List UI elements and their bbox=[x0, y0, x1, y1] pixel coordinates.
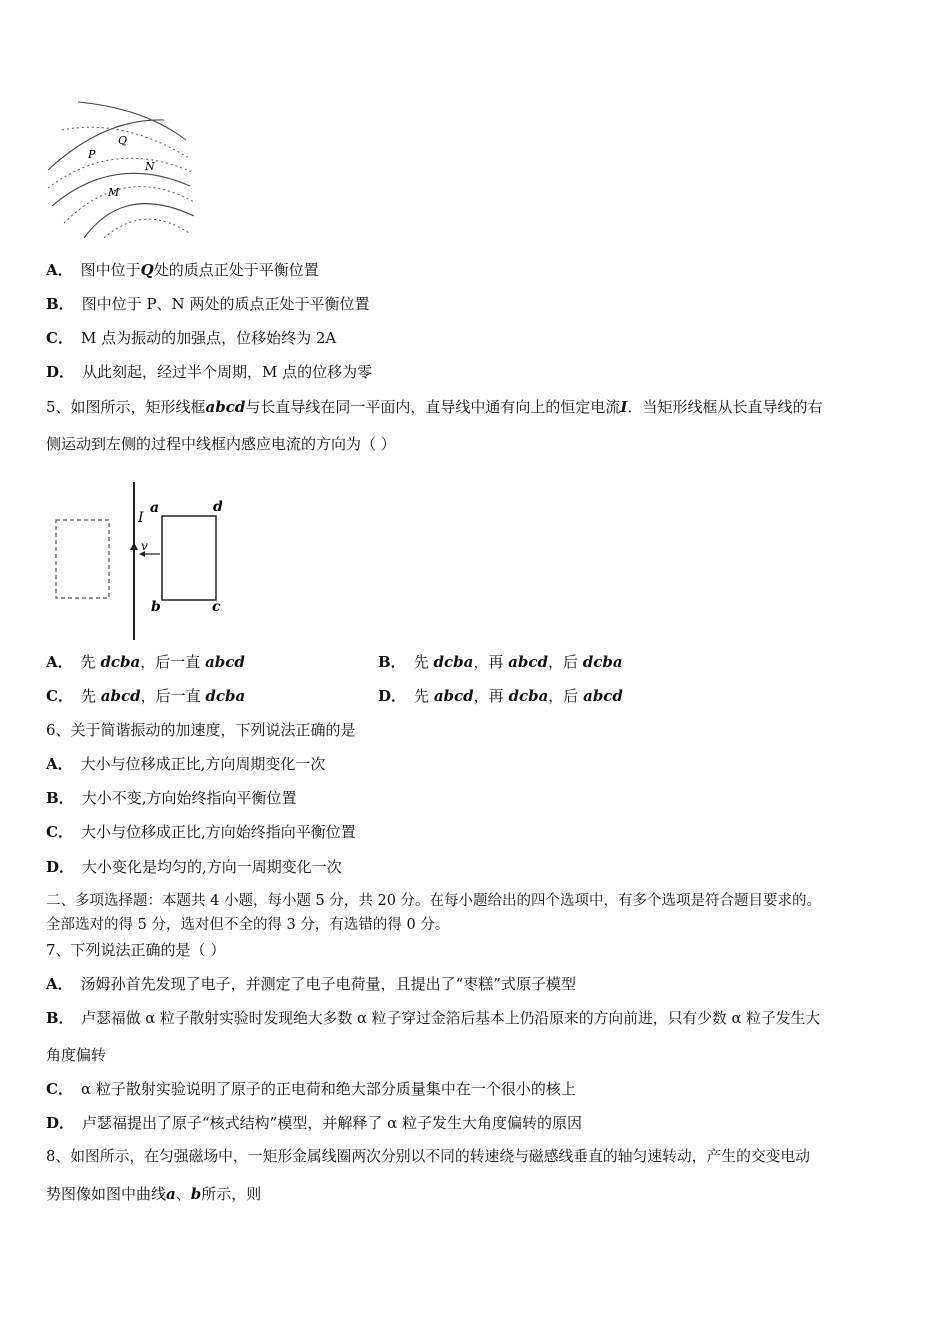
option-label: A． bbox=[46, 261, 73, 279]
stem-text: 势图像如图中曲线 bbox=[46, 1185, 167, 1203]
current-arrow-up bbox=[130, 542, 138, 550]
q7-option-c[interactable] bbox=[46, 1079, 576, 1099]
option-text: 先 bbox=[413, 653, 429, 671]
option-text: 大小与位移成正比,方向周期变化一次 bbox=[80, 755, 326, 773]
label-current-i: I bbox=[138, 510, 144, 526]
option-var: dcba bbox=[100, 653, 141, 671]
stem-var: b bbox=[190, 1185, 202, 1203]
option-var: dcba bbox=[582, 653, 623, 671]
q6-option-d[interactable] bbox=[46, 857, 342, 877]
option-text: M 点为振动的加强点，位移始终为 2A bbox=[80, 329, 337, 347]
label-n: N bbox=[145, 160, 155, 173]
q5-stem-line1 bbox=[46, 397, 822, 417]
option-label: C． bbox=[46, 1080, 73, 1098]
option-text: ，后一直 bbox=[140, 653, 201, 671]
q8-stem-line1: 8、如图所示，在匀强磁场中，一矩形金属线圈两次分别以不同的转速绕与磁感线垂直的轴匀速转动，产生的交变电动 bbox=[46, 1148, 811, 1165]
q7-stem: 7、下列说法正确的是（ ） bbox=[46, 941, 226, 959]
option-label: C． bbox=[46, 687, 73, 705]
stem-var: a bbox=[166, 1185, 176, 1203]
option-text: 大小与位移成正比,方向始终指向平衡位置 bbox=[80, 823, 356, 841]
q5-option-b[interactable] bbox=[378, 652, 623, 672]
q4-option-c[interactable] bbox=[46, 328, 336, 348]
solid-wavefront-3 bbox=[52, 173, 190, 206]
option-text: 处的质点正处于平衡位置 bbox=[153, 261, 319, 279]
option-text: 从此刻起，经过半个周期，M 点的位移为零 bbox=[82, 363, 373, 381]
option-var: abcd bbox=[205, 653, 245, 671]
label-velocity-v: v bbox=[141, 539, 148, 553]
option-label: B． bbox=[46, 789, 74, 807]
option-text: 图中位于 P、N 两处的质点正处于平衡位置 bbox=[81, 295, 370, 313]
q4-option-b[interactable] bbox=[46, 294, 369, 314]
q4-option-a[interactable] bbox=[46, 260, 319, 280]
option-text: 大小不变,方向始终指向平衡位置 bbox=[81, 789, 297, 807]
q5-stem-line2: 侧运动到左侧的过程中线框内感应电流的方向为（ ） bbox=[46, 435, 396, 453]
option-text: 汤姆孙首先发现了电子，并测定了电子电荷量，且提出了“枣糕”式原子模型 bbox=[80, 975, 576, 993]
label-b: b bbox=[151, 599, 161, 615]
dashed-wavefront-2 bbox=[48, 158, 192, 188]
option-text: 先 bbox=[414, 687, 430, 705]
option-text: 卢瑟福提出了原子“核式结构”模型，并解释了 α 粒子发生大角度偏转的原因 bbox=[82, 1114, 583, 1132]
q6-option-c[interactable] bbox=[46, 822, 356, 842]
stem-text: 5、如图所示，矩形线框 bbox=[46, 398, 206, 416]
stem-text: 、 bbox=[175, 1185, 191, 1203]
q6-option-b[interactable] bbox=[46, 788, 296, 808]
dashed-wavefront-3 bbox=[64, 187, 194, 223]
option-text: 大小变化是均匀的,方向一周期变化一次 bbox=[82, 858, 342, 876]
stem-var: I bbox=[620, 398, 628, 416]
stem-text: 所示，则 bbox=[201, 1185, 262, 1203]
q4-option-d[interactable] bbox=[46, 362, 372, 382]
option-label: D． bbox=[378, 687, 407, 705]
wave-interference-diagram bbox=[44, 98, 194, 240]
stem-text: ．当矩形线框从长直导线的右 bbox=[627, 398, 823, 416]
wire-loop-figure bbox=[50, 480, 230, 642]
wave-interference-figure bbox=[44, 98, 194, 240]
stem-text: 与长直导线在同一平面内，直导线中通有向上的恒定电流 bbox=[245, 398, 621, 416]
solid-wavefront-4 bbox=[84, 204, 194, 238]
option-text: α 粒子散射实验说明了原子的正电荷和绝大部分质量集中在一个很小的核上 bbox=[80, 1080, 576, 1098]
q7-option-d[interactable] bbox=[46, 1113, 582, 1133]
section2-instructions-line2: 全部选对的得 5 分，选对但不全的得 3 分，有选错的得 0 分。 bbox=[46, 917, 450, 933]
option-text: 先 bbox=[80, 687, 96, 705]
q5-option-a[interactable] bbox=[46, 652, 245, 672]
option-label: D． bbox=[46, 363, 75, 381]
option-text: 图中位于 bbox=[80, 261, 141, 279]
q7-option-a[interactable] bbox=[46, 974, 576, 994]
option-label: A． bbox=[46, 755, 73, 773]
option-label: B． bbox=[46, 1010, 74, 1027]
option-var: abcd bbox=[508, 653, 548, 671]
option-var: Q bbox=[140, 261, 154, 279]
label-m: M bbox=[108, 186, 120, 199]
q7-option-b-continued: 角度偏转 bbox=[46, 1046, 107, 1064]
label-c: c bbox=[212, 599, 221, 615]
stem-var: abcd bbox=[205, 398, 246, 416]
option-text: ，后 bbox=[548, 687, 579, 705]
rectangular-loop-abcd bbox=[162, 516, 216, 600]
option-var: dcba bbox=[205, 687, 246, 705]
option-var: abcd bbox=[100, 687, 141, 705]
option-label: A． bbox=[46, 975, 73, 993]
label-d: d bbox=[213, 499, 223, 515]
option-label: A． bbox=[46, 653, 73, 671]
option-text: ，再 bbox=[473, 653, 504, 671]
option-text: ，再 bbox=[473, 687, 504, 705]
option-text: 卢瑟福做 α 粒子散射实验时发现绝大多数 α 粒子穿过金箔后基本上仍沿原来的方向前进，只有少数 α 粒子发生大 bbox=[81, 1010, 821, 1027]
option-text: ，后一直 bbox=[140, 687, 201, 705]
label-q: Q bbox=[118, 134, 128, 147]
q8-stem-line2 bbox=[46, 1184, 261, 1204]
option-label: C． bbox=[46, 823, 73, 841]
q5-option-c[interactable] bbox=[46, 686, 245, 706]
q6-stem: 6、关于简谐振动的加速度，下列说法正确的是 bbox=[46, 721, 356, 739]
option-label: C． bbox=[46, 329, 73, 347]
dashed-loop-left bbox=[56, 520, 109, 598]
option-label: D． bbox=[46, 858, 75, 876]
q7-option-b[interactable] bbox=[46, 1009, 820, 1029]
option-text: ，后 bbox=[547, 653, 578, 671]
q5-option-d[interactable] bbox=[378, 686, 623, 706]
wire-loop-diagram bbox=[50, 480, 230, 642]
option-label: D． bbox=[46, 1114, 75, 1132]
option-var: dcba bbox=[508, 687, 549, 705]
dashed-wavefront-4 bbox=[104, 219, 189, 238]
solid-wavefront-1 bbox=[78, 102, 186, 140]
option-label: B． bbox=[378, 653, 406, 671]
option-var: abcd bbox=[583, 687, 623, 705]
label-a: a bbox=[150, 500, 160, 516]
label-p: P bbox=[88, 148, 96, 161]
option-var: dcba bbox=[433, 653, 474, 671]
q6-option-a[interactable] bbox=[46, 754, 325, 774]
option-var: abcd bbox=[433, 687, 474, 705]
section2-instructions-line1: 二、多项选择题：本题共 4 小题，每小题 5 分，共 20 分。在每小题给出的四个选项中，有多个选项是符合题目要求的。 bbox=[46, 893, 822, 909]
option-text: 先 bbox=[80, 653, 96, 671]
option-label: B． bbox=[46, 295, 74, 313]
